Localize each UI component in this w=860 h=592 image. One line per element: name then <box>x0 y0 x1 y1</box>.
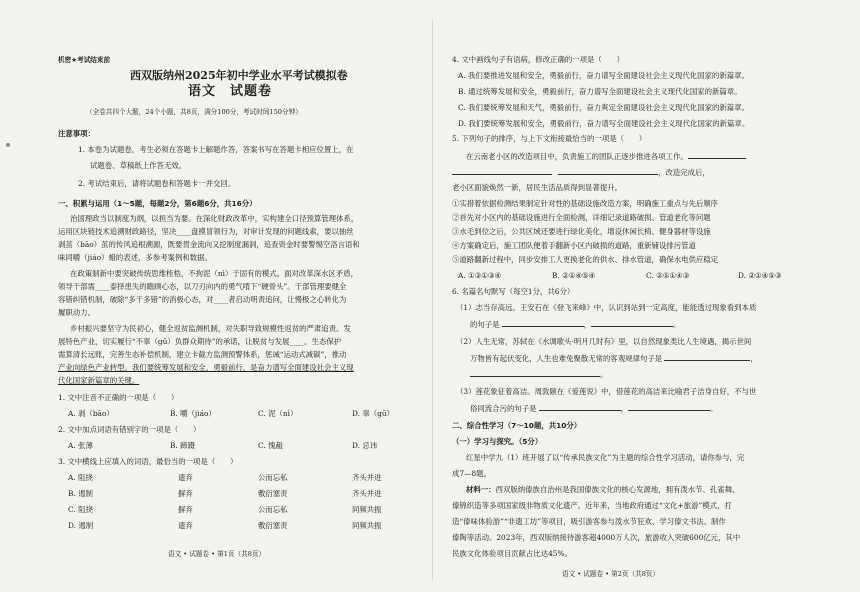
exam-title: 西双版纳州2025年初中学业水平考试模拟卷 <box>130 69 348 82</box>
q3-option-a[interactable]: A. 阻挠 <box>68 473 93 482</box>
page-footer-2: 语文 • 试题卷 • 第2页（共8页） <box>562 570 660 578</box>
binding-hole-icon <box>6 143 10 147</box>
material-1-text: 西双版纳傣族自治州是我国傣族文化的核心发源地，拥有泼水节、孔雀舞、 <box>495 485 740 494</box>
passage-line: 履职动力。 <box>58 308 95 317</box>
page-divider <box>432 20 433 580</box>
q6-2a: （2）人生无常，苏轼在《水调歌头·明月几时有》里，以自然现象类比人生境遇，揭示世间 <box>456 337 752 346</box>
q6-3a: （3）莲花象征着高洁。周敦颐在《爱莲说》中，借莲花的高洁来比喻君子洁身自好，不与世 <box>456 387 757 396</box>
intro-line: 成7—8题。 <box>452 469 491 478</box>
q3-cell: 同频共振 <box>352 505 382 514</box>
q3-option-b[interactable]: B. 遏制 <box>68 489 93 498</box>
q5-context-c: 老小区面貌焕然一新，居民生活品质得到显著提升。 <box>452 183 622 192</box>
q2-option-b[interactable]: B. 蹄蹑 <box>170 441 195 450</box>
passage-line: 乡村振兴要坚守为民初心，健全返贫监测机制，对失职导致规模性返贫的严肃追责。发 <box>70 324 351 333</box>
notice-heading: 注意事项： <box>58 129 95 138</box>
q1-option-a[interactable]: A. 剥（bāo） <box>68 409 114 418</box>
notice-2: 2. 考试结束后，请将试题卷和答题卡一并交回。 <box>78 179 236 188</box>
q6-blank[interactable] <box>539 402 621 411</box>
section-2-heading: 二、综合性学习（7～10题，共10分） <box>452 421 582 430</box>
passage-line: 治国理政当以制度为纲，以担当为要。在深化财政改革中，实构建全口径预算管理体系， <box>70 214 359 223</box>
right-page <box>452 0 814 592</box>
q5-option-d[interactable]: D. ②①④⑤③ <box>738 271 782 280</box>
material-1-label: 材料一： <box>466 485 496 494</box>
q5-option-a[interactable]: A. ①③①③④ <box>458 271 502 280</box>
q5-context-b-text: ，改造完成后， <box>658 168 710 177</box>
q5-option-b[interactable]: B. ②①④⑤④ <box>552 271 596 280</box>
passage-line: 需算清长远账，完善生态补偿机制，建立卡截方监测预警体系，惩诫“运动式减碳”，推动 <box>58 350 347 359</box>
q4-option-c[interactable]: C. 我们要统筹发展和天气，勇毅前行，奋力爽定全面建设社会主义现代化国家的新篇章。 <box>458 103 749 112</box>
confidential-mark: 机密★考试结束前 <box>58 56 111 64</box>
q1-option-d[interactable]: D. 辜（gū） <box>352 409 395 418</box>
passage-line: 容错纠错机制，破除“多干多错”的消极心态，对____者启动明责追问，让慢极之心转化为 <box>58 295 347 304</box>
q3-cell: 同频共振 <box>352 521 382 530</box>
q6-blank[interactable] <box>628 402 710 411</box>
q5-blank[interactable] <box>452 166 552 175</box>
passage-line-underlined: 代化国家新篇章的关键。 <box>58 376 140 385</box>
q6-2b-text: 万物皆有起伏变化，人生也难免聚散无常的客观规律句子是 <box>470 354 663 363</box>
question-2: 2. 文中加点词语有错别字的一项是（ ） <box>58 425 201 434</box>
q5-item: ②首先对小区内的基础设施进行全面检测，详细记录道路破损、管道老化等问题 <box>452 213 711 222</box>
q2-option-c[interactable]: C. 愧赧 <box>258 441 283 450</box>
material-1-line: 傣陶等活动。2023年，西双版纳接待游客超4000万人次，旅游收入突破600亿元，其中 <box>452 533 741 542</box>
q5-item: ③水毛到位之后，公共区域还要进行绿化美化，增设休闲长椅、健身器材等设施 <box>452 227 711 236</box>
q5-context-b <box>452 166 710 179</box>
section-1-heading: 一、积累与运用（1～5题，每题2分，第6题6分，共16分） <box>58 199 257 208</box>
q5-item: ⑤道路翻新过程中，同步安排工人更换老化的供水、排水管道，确保水电供应稳定 <box>452 255 719 264</box>
q3-cell: 摒弃 <box>178 489 193 498</box>
material-1-line: 民族文化体验项目贡献占比达45%。 <box>452 549 572 558</box>
material-1-line: 傣锦织造等多项国家级非物质文化遗产。近年来，当地政府通过“文化+旅游”模式，打 <box>452 501 732 510</box>
q6-2b: 万物皆有起伏变化，人生也难免聚散无常的客观规律句子是 ， <box>470 354 758 363</box>
question-1: 1. 文中注音不正确的一项是（ ） <box>58 393 179 402</box>
q5-item: ①实措着依据检测结果制定针对性的基础设施改造方案，明确施工重点与先后顺序 <box>452 199 719 208</box>
q4-option-a[interactable]: A. 我们要推进发展和安全，勇毅前行，奋力谱写全面建设社会主义现代化国家的新篇章。 <box>458 71 749 80</box>
q3-option-d[interactable]: D. 遏制 <box>68 521 94 530</box>
question-5: 5. 下列句子的排序，与上下文衔接最恰当的一项是（ ） <box>452 134 647 143</box>
passage-line: 剥茧（bāo）茧的传风追根溯源，既要贯金流向又挖制度漏洞，追查资金时要警惕空洛言语和 <box>58 240 360 249</box>
q6-3b: 俗同流合污的句子是 ， 。 <box>470 404 718 413</box>
exam-subject: 语文 试题卷 <box>188 84 273 99</box>
notice-1a: 1. 本卷为试题卷，考生必须在答题卡上解题作答，答案书写在答题卡相应位置上，在 <box>78 145 354 154</box>
page-footer-1: 语文 • 试题卷 • 第1页（共8页） <box>168 550 266 558</box>
notice-1b: 试题卷、草稿纸上作答无效。 <box>90 161 187 170</box>
q5-blank[interactable] <box>688 150 746 159</box>
passage-line: 领导干部需____泰择患失的瞻顾心态，以刀刃向内的勇气啃下“硬骨头”。干部管理要健全 <box>58 282 347 291</box>
q1-option-b[interactable]: B. 嚼（jiáo） <box>170 409 216 418</box>
material-1-line: 造“傣味体验游”“非遗工坊”等项目，吸引游客参与泼水节狂欢、学习傣文书法、制作 <box>452 517 726 526</box>
q3-cell: 遗弃 <box>178 521 193 530</box>
q3-cell: 齐头并进 <box>352 489 382 498</box>
q3-cell: 公而忘私 <box>258 473 288 482</box>
q3-cell: 遗弃 <box>178 473 193 482</box>
q5-option-c[interactable]: C. ②⑤①④③ <box>646 271 690 280</box>
q6-blank[interactable] <box>664 352 750 361</box>
q5-blank[interactable] <box>558 166 658 175</box>
q4-option-b[interactable]: B. 通过统筹发展和安全，勇毅前行，奋力谱写全面建设社会主义现代化国家的新篇章。 <box>458 87 742 96</box>
q3-option-c[interactable]: C. 阻挠 <box>68 505 93 514</box>
q4-option-d[interactable]: D. 我们要统筹发展和安全，勇毅前行，奋力谱写全面建设社会主义现代化国家的新篇章。 <box>458 119 750 128</box>
q5-item: ④方案确定后，施工团队便着手翻新小区内破损的道路，重新铺设排污管道 <box>452 241 696 250</box>
q6-blank[interactable] <box>591 318 673 327</box>
q6-1b: 的句子是 ， 。 <box>470 320 681 329</box>
question-4: 4. 文中画线句子有语病，修改正确的一项是（ ） <box>452 55 624 64</box>
left-page <box>58 0 415 592</box>
q1-option-c[interactable]: C. 泥（nì） <box>258 409 298 418</box>
q3-cell: 齐头并进 <box>352 473 382 482</box>
q5-context-a-text: 在云南老小区的改造项目中，负责施工的团队正逐步推进各项工作。 <box>466 152 688 161</box>
passage-line: 运用区块链技术追溯财政路径，坚决____盘摸冒领行为，对审计发现的问题线索，要以抽丝 <box>58 227 354 236</box>
q6-blank[interactable] <box>502 318 584 327</box>
q3-cell: 敷衍塞责 <box>258 489 288 498</box>
exam-info: （全卷共四个大题，24个小题，共8页，满分100分，考试时间150分钟） <box>86 108 302 116</box>
question-3: 3. 文中横线上应填入的词语，最恰当的一项是（ ） <box>58 457 238 466</box>
q5-context-a <box>466 150 746 163</box>
intro-line: 红星中学九（1）班开展了以“传承民族文化”为主题的综合性学习活动，请你参与，完 <box>466 453 745 462</box>
q2-option-d[interactable]: D. 忌讳 <box>352 441 378 450</box>
passage-line-underlined: 产业向绿色产业转型。我们要统筹发展和安全，勇毅前行，是奋力谱写全面建设社会主义现 <box>58 363 354 372</box>
q6-3b-text: 俗同流合污的句子是 <box>470 404 537 413</box>
passage-line: 在政策制新中要突破传统思维桎梏，不拘泥（nì）于固有的模式。面对改革深水区矛盾， <box>70 269 358 278</box>
q2-option-a[interactable]: A. 张薄 <box>68 441 93 450</box>
subsection-1-heading: （一）学习与探究。（5分） <box>452 437 543 446</box>
question-6: 6. 名篇名句默写（每空1分，共6分） <box>452 287 575 296</box>
q3-cell: 摒弃 <box>178 505 193 514</box>
passage-line: 展特色产业，切实履行“不辜（gū）负群众期待”的承诺，让脱贫与发展____。生态保护 <box>58 337 342 346</box>
q3-cell: 敷衍塞责 <box>258 521 288 530</box>
q3-cell: 公而忘私 <box>258 505 288 514</box>
q6-blank[interactable] <box>470 368 600 377</box>
q6-1b-text: 的句子是 <box>470 320 500 329</box>
q6-2c: 。 <box>470 368 607 381</box>
q6-1a: （1）志当存高远。王安石在《登飞来峰》中，认识到站到一定高度，能能透过现象看到本质 <box>456 303 757 312</box>
passage-line: 味同嚼（jiáo）蜡的表述，多参考案例和数据。 <box>58 253 212 262</box>
material-1-line <box>466 484 739 496</box>
